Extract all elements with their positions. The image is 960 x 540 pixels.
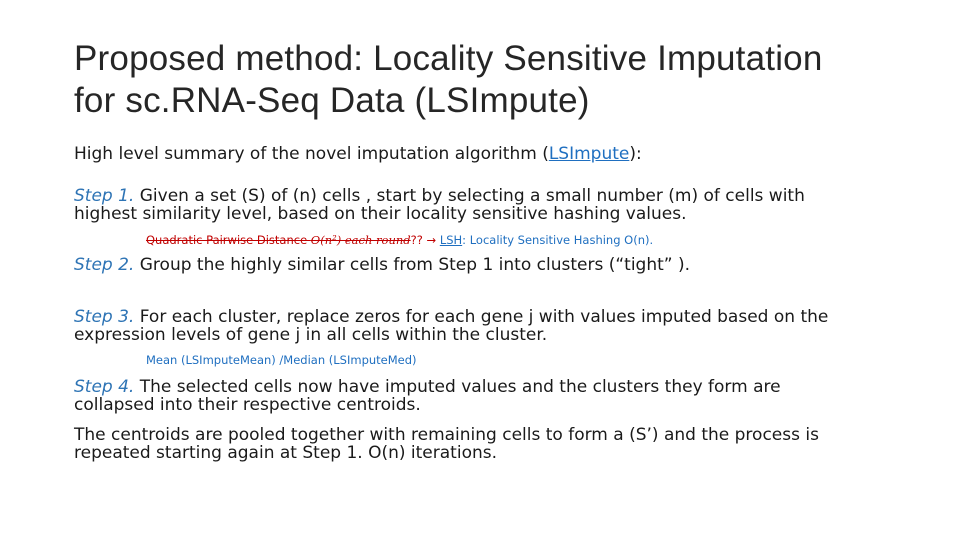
step3-text-1: For each cluster, replace zeros for each gene j with values imputed based on the (134, 307, 829, 327)
step1-line-1 (74, 186, 805, 206)
summary-suffix: ): (629, 144, 642, 164)
lsh-description: : Locality Sensitive Hashing O(n). (462, 233, 654, 247)
question-marks: ?? (410, 233, 423, 247)
step3-line-1 (74, 307, 828, 327)
step1-note (146, 233, 653, 247)
step3-note: Mean (LSImputeMean) /Median (LSImputeMed) (146, 353, 417, 367)
final-line-2: repeated starting again at Step 1. O(n) iterations. (74, 443, 497, 463)
step2-label: Step 2. (74, 255, 135, 275)
step3-line-2: expression levels of gene j in all cells within the cluster. (74, 325, 548, 345)
final-line-1: The centroids are pooled together with remaining cells to form a (S’) and the process is (74, 425, 819, 445)
struck-quadratic-text: Quadratic Pairwise Distance (146, 233, 311, 247)
lsimpute-link[interactable]: LSImpute (548, 144, 630, 164)
summary-prefix: High level summary of the novel imputation algorithm ( (74, 144, 549, 164)
step2-text: Group the highly similar cells from Step 1 into clusters (“tight” ). (134, 255, 691, 275)
arrow-right-icon: → (422, 233, 440, 247)
step1-line-2: highest similarity level, based on their locality sensitive hashing values. (74, 204, 687, 224)
step4-text-1: The selected cells now have imputed values and the clusters they form are (134, 377, 781, 397)
step1-text-1: Given a set (S) of (n) cells , start by selecting a small number (m) of cells with (134, 186, 805, 206)
slide-title (74, 38, 914, 122)
title-line-2: for sc.RNA-Seq Data (LSImpute) (74, 81, 590, 120)
struck-complexity-math: O(n²) each round (310, 233, 411, 247)
step2-line (74, 255, 690, 275)
title-line-1: Proposed method: Locality Sensitive Imputation (74, 39, 823, 78)
step4-line-1 (74, 377, 781, 397)
lsh-link[interactable]: LSH (439, 233, 463, 247)
step1-label: Step 1. (74, 186, 135, 206)
step4-line-2: collapsed into their respective centroids. (74, 395, 421, 415)
summary-line (74, 144, 642, 164)
step4-label: Step 4. (74, 377, 135, 397)
step3-label: Step 3. (74, 307, 135, 327)
